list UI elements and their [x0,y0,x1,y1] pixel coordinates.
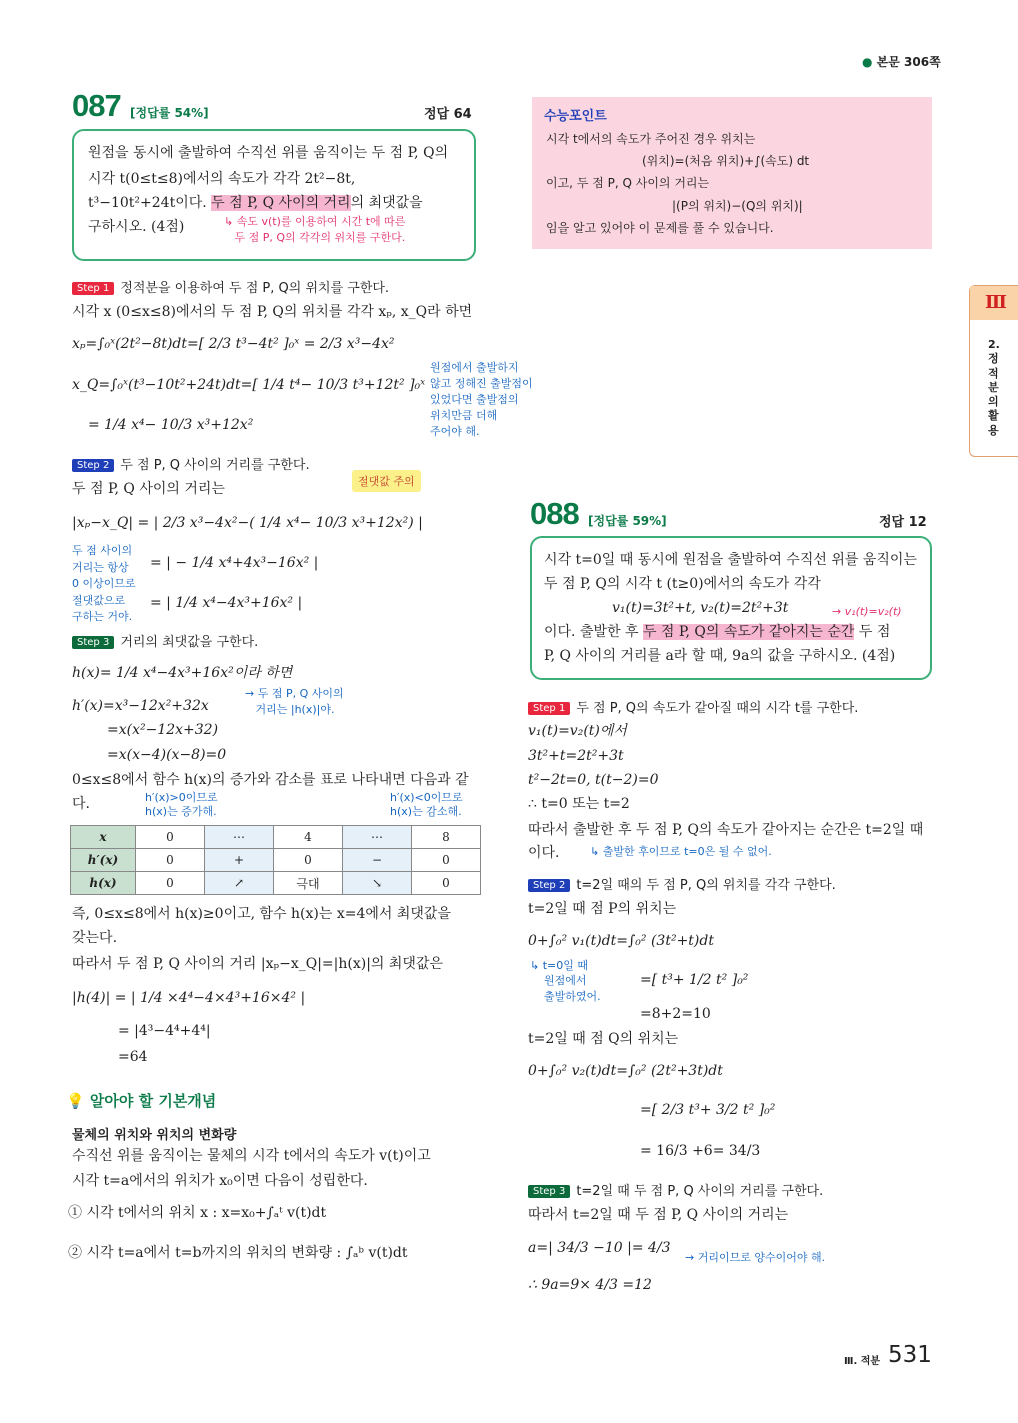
solution-line: = |4³−4⁴+4⁴| [118,1023,211,1039]
note-line: 속도 v(t)를 이용하여 시간 t에 따른 [236,215,406,228]
solution-line: 따라서 두 점 P, Q 사이의 거리 |xₚ−x_Q|=|h(x)|의 최댓값은 [72,956,444,972]
note-line: 두 점 P, Q의 각각의 위치를 구한다. [234,230,406,244]
solution-line: =x(x−4)(x−8)=0 [107,747,227,763]
concept-line: 시각 t=a에서의 위치가 x₀이면 다음이 성립한다. [72,1173,368,1189]
note-line: 원점에서 출발하지 [430,361,519,374]
cell: 8 [412,826,481,849]
concept-heading [66,1090,216,1111]
solution-line: ∴ t=0 또는 t=2 [528,796,630,812]
step3-heading [72,631,258,650]
step-badge: Step 1 [72,282,114,295]
correct-rate-088: [정답률 59%] [588,514,667,528]
solution-line: =[ 2/3 t³+ 3/2 t² ]₀² [640,1102,776,1118]
solution-line: t²−2t=0, t(t−2)=0 [528,772,659,788]
step3-note-088: → 거리이므로 양수이어야 해. [685,1251,826,1264]
solution-line: =x(x²−12x+32) [107,722,219,738]
step-title: 정적분을 이용하여 두 점 P, Q의 위치를 구한다. [120,281,390,296]
solution-line: 3t²+t=2t²+3t [528,748,624,764]
solution-line: =64 [118,1049,148,1065]
solution-line: 이다. [528,845,560,861]
cell: 0 [136,849,205,872]
note-line: 출발하였어. [544,989,601,1003]
question-note: ↳ 속도 v(t)를 이용하여 시간 t에 따른 두 점 P, Q의 각각의 위치를 구한다. [224,215,406,244]
chapter-side-tab[interactable] [969,285,1018,457]
question-line: 시각 t=0일 때 동시에 원점을 출발하여 수직선 위를 움직이는 [544,552,917,568]
question-line: 시각 t(0≤t≤8)에서의 속도가 각각 2t²−8t, [88,171,356,187]
solution-line: 0≤x≤8에서 함수 h(x)의 증가와 감소를 표로 나타내면 다음과 같 [72,772,469,788]
note-line: h(x)는 감소해. [390,805,462,819]
step2-note-088: ↳ t=0일 때 원점에서 출발하였어. [530,959,601,1003]
question-line: 원점을 동시에 출발하여 수직선 위를 움직이는 두 점 P, Q의 [88,145,449,161]
step1-note [430,360,533,440]
cell: + [205,849,274,872]
step-badge: Step 3 [72,636,114,649]
step-badge: Step 3 [528,1185,570,1198]
tip-line: 시각 t에서의 속도가 주어진 경우 위치는 [546,132,756,146]
question-box-087 [72,129,476,261]
solution-line: 따라서 출발한 후 두 점 P, Q의 속도가 같아지는 순간은 t=2일 때 [528,822,924,838]
solution-line: 0+∫₀² v₁(t)dt=∫₀² (3t²+t)dt [528,933,714,949]
solution-line: h(x)= 1/4 x⁴−4x³+16x²이라 하면 [72,665,293,681]
cell: 4 [274,826,343,849]
solution-line: 0+∫₀² v₂(t)dt=∫₀² (2t²+3t)dt [528,1063,723,1079]
step2-note [72,543,136,626]
solution-line: t=2일 때 점 Q의 위치는 [528,1031,679,1047]
solution-line: 시각 x (0≤x≤8)에서의 두 점 P, Q의 위치를 각각 xₚ, x_Q라 하면 [72,304,473,320]
step1-heading-088 [528,697,858,716]
step2-heading-088 [528,874,836,893]
circle-icon: ● [862,55,873,69]
solution-line: = | 1/4 x⁴−4x³+16x² | [150,595,303,611]
step-title: t=2일 때의 두 점 P, Q의 위치를 각각 구한다. [576,878,836,893]
note-line: 위치만큼 더해 [430,408,498,422]
note-line: 두 점 사이의 [72,544,133,557]
tip-box [532,97,932,249]
solution-line: 갖는다. [72,930,118,946]
question-line: P, Q 사이의 거리를 a라 할 때, 9a의 값을 구하시오. (4점) [544,648,896,664]
solution-line: = 1/4 x⁴− 10/3 x³+12x² [88,417,254,433]
reference-text: 본문 306쪽 [876,55,941,69]
note-line: 거리는 |h(x)|야. [255,702,335,716]
concept-line: ② 시각 t=a에서 t=b까지의 위치의 변화량 : ∫ₐᵇ v(t)dt [68,1245,408,1261]
note-line: 0 이상이므로 [72,577,136,590]
note-line: 절댓값으로 [72,593,126,607]
section-name: 2. 정적분의 활용 [988,338,1000,437]
step-title: 두 점 P, Q 사이의 거리를 구한다. [120,458,310,473]
concept-subtitle: 물체의 위치와 위치의 변화량 [72,1128,237,1143]
cell: 0 [412,849,481,872]
step2-heading [72,454,310,473]
solution-line: = 16/3 +6= 34/3 [640,1143,761,1159]
question-note: → v₁(t)=v₂(t) [832,605,902,618]
step-badge: Step 2 [72,459,114,472]
cell: ↗ [205,872,274,895]
note-line: 거리는 항상 [72,560,129,574]
tip-line: (위치)=(처음 위치)+∫(속도) dt [642,154,810,168]
concept-title: 알아야 할 기본개념 [89,1092,217,1110]
increase-decrease-table [70,825,481,895]
solution-line: v₁(t)=v₂(t)에서 [528,723,627,739]
note-line: 있었다면 출발점의 [430,392,519,406]
solution-line: h′(x)=x³−12x²+32x [72,698,209,714]
step-badge: Step 2 [528,879,570,892]
row-header: h′(x) [71,849,136,872]
text: 이다. 출발한 후 [544,624,643,640]
callout-absolute-value: 절댓값 주의 [352,470,421,492]
text: 의 최댓값을 [350,195,423,211]
solution-line: xₚ=∫₀ˣ(2t²−8t)dt=[ 2/3 t³−4t² ]₀ˣ = 2/3 x³−4x² [72,336,395,352]
cell: 0 [274,849,343,872]
step-title: 거리의 최댓값을 구한다. [120,635,259,650]
solution-line: t=2일 때 점 P의 위치는 [528,901,677,917]
solution-line: x_Q=∫₀ˣ(t³−10t²+24t)dt=[ 1/4 t⁴− 10/3 t³+12t² ]₀ˣ [72,377,426,393]
row-header: h(x) [71,872,136,895]
step3-heading-088 [528,1180,823,1199]
solution-line: 즉, 0≤x≤8에서 h(x)≥0이고, 함수 h(x)는 x=4에서 최댓값을 [72,906,451,922]
note-line: 원점에서 [544,974,587,988]
solution-line: |h(4)| = | 1/4 ×4⁴−4×4³+16×4² | [72,990,306,1006]
note-line: 않고 정해진 출발점이 [430,376,533,390]
problem-number-088: 088 [530,496,579,531]
note-text: 출발한 후이므로 t=0은 될 수 없어. [602,845,772,858]
page-reference [862,53,941,70]
solution-line: ∴ 9a=9× 4/3 =12 [528,1277,652,1293]
decrease-note [390,791,463,820]
solution-line: a=| 34/3 −10 |= 4/3 [528,1240,671,1256]
tip-line: 임을 알고 있어야 이 문제를 풀 수 있습니다. [546,221,774,235]
question-box-088 [530,536,932,680]
tip-line: 이고, 두 점 P, Q 사이의 거리는 [546,176,710,190]
question-line [88,195,423,212]
question-line: 구하시오. (4점) [88,219,185,235]
page-number: 531 [888,1342,932,1368]
text: t³−10t²+24t이다. [88,195,212,211]
tip-line: |(P의 위치)−(Q의 위치)| [672,199,803,213]
footer-section: Ⅲ. 적분 [844,1356,881,1367]
concept-line: 수직선 위를 움직이는 물체의 시각 t에서의 속도가 v(t)이고 [72,1148,431,1164]
cell: 0 [136,826,205,849]
step-badge: Step 1 [528,702,570,715]
question-line: v₁(t)=3t²+t, v₂(t)=2t²+3t [612,600,789,616]
note-line: h′(x)>0이므로 [145,791,218,804]
increase-note [145,791,218,820]
cell: ⋯ [343,826,412,849]
cell: ⋯ [205,826,274,849]
solution-line: = | − 1/4 x⁴+4x³−16x² | [150,555,319,571]
answer-088: 정답 12 [879,515,927,530]
question-line [544,624,890,641]
problem-number-087: 087 [72,88,121,123]
cell: 극대 [274,872,343,895]
highlight: 두 점 P, Q의 속도가 같아지는 순간 [642,624,855,640]
tip-title: 수능포인트 [544,109,607,124]
answer-087: 정답 64 [424,107,472,122]
note-text: 거리이므로 양수이어야 해. [697,1251,826,1264]
note-line: t=0일 때 [542,959,588,972]
solution-line: |xₚ−x_Q| = | 2/3 x³−4x²−( 1/4 x⁴− 10/3 x³+12x²) | [72,515,423,531]
step3-note: → 두 점 P, Q 사이의 거리는 |h(x)|야. [245,687,344,716]
step1-note-088: ↳ 출발한 후이므로 t=0은 될 수 없어. [590,845,772,858]
row-header: x [71,826,136,849]
solution-line: 따라서 t=2일 때 두 점 P, Q 사이의 거리는 [528,1207,789,1223]
note-line: 구하는 거야. [72,610,133,623]
table-row [71,849,481,872]
solution-line: =8+2=10 [640,1006,711,1022]
correct-rate-087: [정답률 54%] [130,106,209,120]
table-row [71,872,481,895]
table-row [71,826,481,849]
step-title: t=2일 때 두 점 P, Q 사이의 거리를 구한다. [576,1184,824,1199]
solution-line: 두 점 P, Q 사이의 거리는 [72,481,225,497]
highlight: 두 점 P, Q 사이의 거리 [211,195,351,211]
note-text: v₁(t)=v₂(t) [844,605,902,618]
cell: ↘ [343,872,412,895]
question-line: 두 점 P, Q의 시각 t (t≥0)에서의 속도가 각각 [544,576,821,592]
note-line: 두 점 P, Q 사이의 [257,687,344,700]
step1-heading [72,277,389,296]
chapter-number: Ⅲ [970,286,1018,320]
solution-line: 다. [72,796,90,812]
text: 두 점 [854,624,891,640]
cell: 0 [412,872,481,895]
note-line: h(x)는 증가해. [145,805,217,819]
note-line: 주어야 해. [430,424,480,438]
concept-line: ① 시각 t에서의 위치 x : x=x₀+∫ₐᵗ v(t)dt [68,1205,327,1221]
step-title: 두 점 P, Q의 속도가 같아질 때의 시각 t를 구한다. [576,701,859,716]
lightbulb-icon: 💡 [66,1092,85,1110]
note-line: h′(x)<0이므로 [390,791,463,804]
solution-line: =[ t³+ 1/2 t² ]₀² [640,972,749,988]
cell: 0 [136,872,205,895]
cell: − [343,849,412,872]
